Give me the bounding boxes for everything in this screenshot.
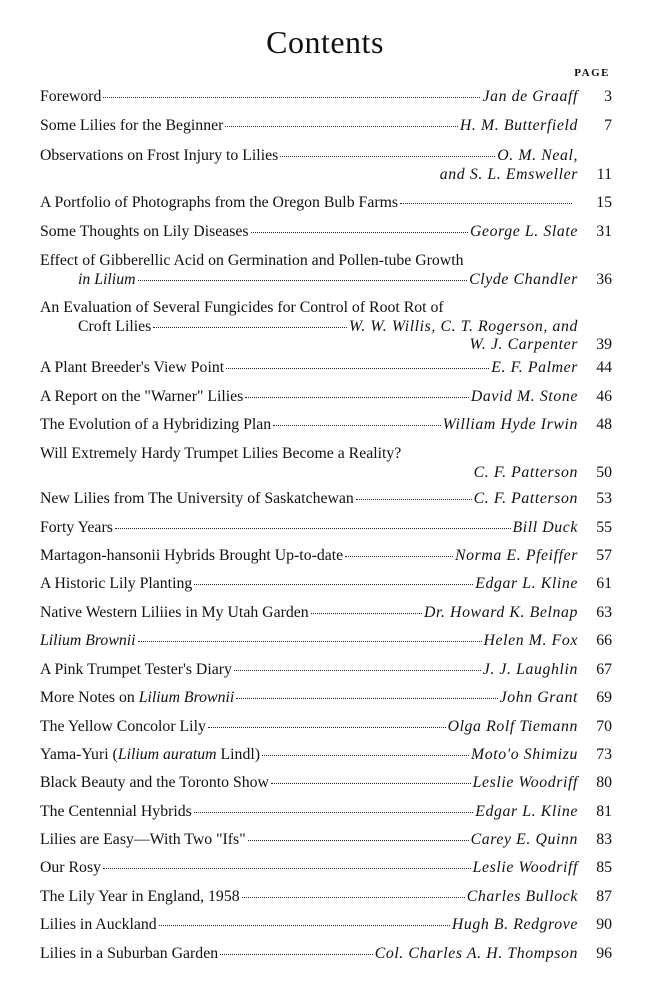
toc-entry [40, 117, 612, 136]
entry-title: Will Extremely Hardy Trumpet Lilies Become a Reality? [40, 445, 402, 462]
entry-author: Helen M. Fox [483, 632, 578, 649]
dot-leader [245, 396, 469, 398]
entry-title: A Plant Breeder's View Point [40, 359, 225, 376]
toc-entry [40, 945, 612, 964]
entry-title-cont: Croft Lilies [78, 317, 152, 335]
toc-entry [40, 252, 612, 289]
dot-leader [153, 326, 347, 328]
entry-page: 83 [596, 831, 612, 848]
dot-leader [138, 640, 482, 642]
entry-title: Effect of Gibberellic Acid on Germination and Pollen-tube Growth [40, 252, 464, 269]
dot-leader [159, 924, 450, 926]
entry-page: 15 [596, 194, 612, 211]
entry-title: Lilies are Easy—With Two "Ifs" [40, 831, 246, 848]
dot-leader [356, 498, 472, 500]
dot-leader [226, 367, 489, 369]
entry-author: E. F. Palmer [491, 359, 578, 376]
entry-author: O. M. Neal, [497, 147, 578, 164]
entry-page: 69 [596, 689, 612, 706]
entry-author: W. W. Willis, C. T. Rogerson, and [349, 317, 578, 335]
toc-entry [40, 147, 612, 184]
entry-title: The Centennial Hybrids [40, 803, 192, 820]
entry-author: David M. Stone [470, 388, 578, 405]
toc-entry [40, 774, 612, 793]
entry-title: The Evolution of a Hybridizing Plan [40, 416, 272, 433]
entry-page: 39 [596, 336, 612, 354]
toc-entry [40, 831, 612, 850]
entry-title: A Historic Lily Planting [40, 575, 193, 592]
entry-page: 50 [596, 463, 612, 481]
dot-leader [194, 583, 473, 585]
dot-leader [220, 953, 373, 955]
dot-leader [236, 697, 497, 699]
toc-entry [40, 803, 612, 822]
toc-entry [40, 632, 612, 651]
entry-page: 36 [596, 270, 612, 288]
entry-title: Martagon-hansonii Hybrids Brought Up-to-date [40, 547, 344, 564]
toc-entry [40, 859, 612, 878]
entry-author: William Hyde Irwin [442, 416, 578, 433]
dot-leader [138, 279, 468, 281]
entry-author: C. F. Patterson [473, 463, 578, 481]
entry-page: 67 [596, 661, 612, 678]
entry-author: George L. Slate [469, 223, 578, 240]
entry-title: Lilies in a Suburban Garden [40, 945, 219, 962]
entry-author: Moto'o Shimizu [471, 746, 578, 763]
entry-title: The Lily Year in England, 1958 [40, 888, 240, 905]
entry-author: Clyde Chandler [469, 270, 578, 288]
dot-leader [273, 424, 440, 426]
entry-page: 55 [596, 519, 612, 536]
toc-entry [40, 746, 612, 765]
entry-page: 53 [596, 490, 612, 507]
entry-author: Olga Rolf Tiemann [447, 718, 578, 735]
entry-author: Bill Duck [512, 519, 578, 536]
entry-page: 70 [596, 718, 612, 735]
entry-page: 73 [596, 746, 612, 763]
entry-title: Our Rosy [40, 859, 101, 876]
toc-entry [40, 359, 612, 378]
toc-entry [40, 689, 612, 708]
entry-title: Native Western Liliies in My Utah Garden [40, 604, 309, 621]
entry-page: 31 [596, 223, 612, 240]
entry-author: J. J. Laughlin [482, 661, 578, 678]
dot-leader [225, 125, 457, 127]
dot-leader [103, 867, 471, 869]
entry-page: 81 [596, 803, 612, 820]
toc-entry [40, 388, 612, 407]
entry-title: Black Beauty and the Toronto Show [40, 774, 269, 791]
dot-leader [345, 555, 453, 557]
entry-page: 46 [596, 388, 612, 405]
toc-entry [40, 490, 612, 509]
entry-author: Col. Charles A. H. Thompson [374, 945, 578, 962]
entry-page: 61 [596, 575, 612, 592]
dot-leader [400, 202, 572, 204]
entry-title: Yama-Yuri (Lilium auratum Lindl) [40, 746, 260, 763]
entry-author-cont: and S. L. Emsweller [439, 165, 578, 183]
dot-leader [271, 782, 471, 784]
entry-page: 85 [596, 859, 612, 876]
entry-author: Dr. Howard K. Belnap [423, 604, 578, 621]
entry-page: 87 [596, 888, 612, 905]
entry-author-cont: W. J. Carpenter [469, 336, 578, 354]
entry-author: C. F. Patterson [473, 490, 578, 507]
toc-entry [40, 718, 612, 737]
entry-title: A Report on the "Warner" Lilies [40, 388, 244, 405]
page-column-header: PAGE [574, 67, 610, 79]
toc-entry [40, 223, 612, 242]
entry-title: More Notes on Lilium Brownii [40, 689, 235, 706]
entry-title: A Portfolio of Photographs from the Oregon Bulb Farms [40, 194, 399, 211]
toc-entry [40, 88, 612, 107]
toc-entry [40, 194, 612, 213]
entry-author: Leslie Woodriff [472, 774, 578, 791]
entry-title: Forty Years [40, 519, 113, 536]
entry-page: 48 [596, 416, 612, 433]
dot-leader [251, 231, 468, 233]
entry-title: A Pink Trumpet Tester's Diary [40, 661, 232, 678]
entry-author: Edgar L. Kline [475, 803, 578, 820]
entry-title: Some Thoughts on Lily Diseases [40, 223, 249, 240]
toc-entry [40, 916, 612, 935]
dot-leader [234, 669, 481, 671]
entry-page: 44 [596, 359, 612, 376]
entry-title: Lilium Brownii [40, 632, 136, 649]
page-title: Contents [266, 24, 384, 60]
entry-page: 96 [596, 945, 612, 962]
dot-leader [208, 726, 446, 728]
dot-leader [280, 155, 495, 157]
entry-page: 63 [596, 604, 612, 621]
toc-entry [40, 661, 612, 680]
entry-title-cont: in Lilium [78, 270, 136, 288]
dot-leader [311, 612, 422, 614]
dot-leader [242, 896, 465, 898]
entry-author: Leslie Woodriff [472, 859, 578, 876]
toc-entry [40, 547, 612, 566]
entry-author: Hugh B. Redgrove [451, 916, 578, 933]
entry-title: Lilies in Auckland [40, 916, 157, 933]
toc-entry [40, 519, 612, 538]
entry-page: 3 [604, 88, 612, 105]
entry-author: Jan de Graaff [482, 88, 578, 105]
toc-entry [40, 575, 612, 594]
entry-title: Observations on Frost Injury to Lilies [40, 147, 279, 164]
entry-author: Edgar L. Kline [475, 575, 578, 592]
dot-leader [194, 811, 473, 813]
toc-entry [40, 299, 612, 355]
entry-title: New Lilies from The University of Saskatchewan [40, 490, 354, 507]
dot-leader [262, 754, 469, 756]
entry-title: The Yellow Concolor Lily [40, 718, 206, 735]
entry-page: 11 [596, 165, 612, 183]
toc-entry [40, 445, 612, 482]
dot-leader [248, 839, 469, 841]
entry-author: H. M. Butterfield [459, 117, 578, 134]
toc-entry [40, 888, 612, 907]
entry-author: John Grant [499, 689, 578, 706]
entry-title: Some Lilies for the Beginner [40, 117, 224, 134]
entry-author: Carey E. Quinn [470, 831, 578, 848]
entry-title: Foreword [40, 88, 102, 105]
entry-page: 90 [596, 916, 612, 933]
entry-page: 7 [604, 117, 612, 134]
entry-title: An Evaluation of Several Fungicides for Control of Root Rot of [40, 299, 444, 316]
entry-page: 66 [596, 632, 612, 649]
entry-page: 57 [596, 547, 612, 564]
entry-author: Norma E. Pfeiffer [455, 547, 578, 564]
toc-entry [40, 416, 612, 435]
toc-entry [40, 604, 612, 623]
dot-leader [103, 96, 480, 98]
entry-author: Charles Bullock [466, 888, 578, 905]
entry-page: 80 [596, 774, 612, 791]
dot-leader [115, 527, 511, 529]
